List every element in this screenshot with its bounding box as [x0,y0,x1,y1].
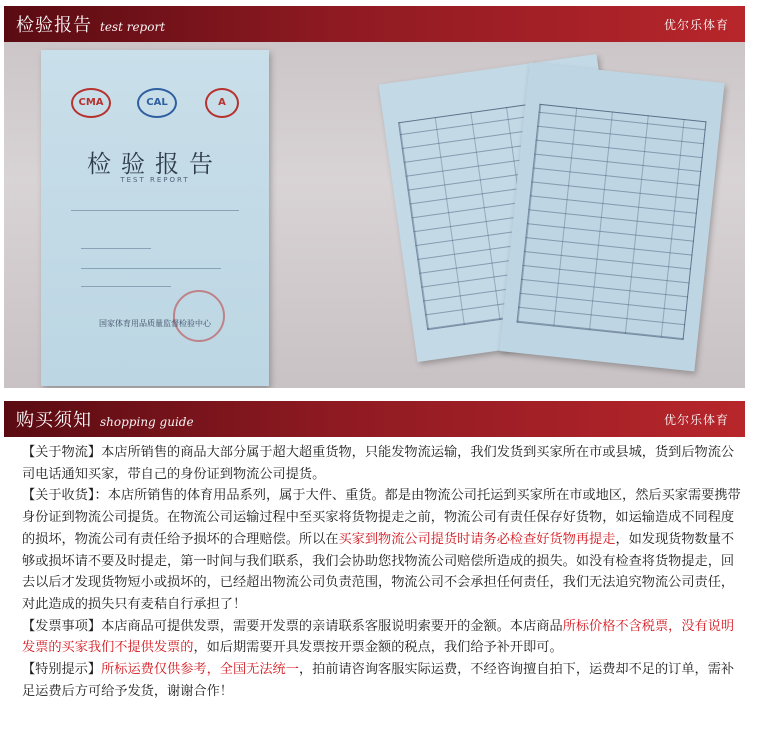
logistics-body: 本店所销售的商品大部分属于超大超重货物，只能发物流运输，我们发货到买家所在市或县城，货到后物流公司电话通知买家，带自己的身份证到物流公司提货。 [22,445,735,482]
section-subtitle: test report [100,20,166,34]
invoice-heading: 【发票事项】 [22,618,102,634]
invoice-body: 本店商品可提供发票，需要开发票的亲请联系客服说明索要开的金额。本店商品 [101,618,563,634]
special-body: ，拍前请咨询客服实际运费，不经咨询擅自拍下，运费却不足的订单，需补足运费后方可给予发货，谢谢合作！ [22,662,735,699]
brand-name: 优尔乐体育 [663,17,729,32]
receiving-body: ：本店所销售的体育用品系列，属于大件、重货。都是由物流公司托运到买家所在市或地区，然后买家需要携带身份证到物流公司提货。在物流公司运输过程中至买家将货物提走之前，物流公司有责任保存好货物，如运输造成不同程度的损坏，物流公司有责任给予损坏的合理赔偿。所以在 [22,488,741,547]
cover-rule [81,268,221,269]
shopping-guide-text [22,442,742,702]
receiving-warning: 买家到物流公司提货时请务必检查好货物再提走 [338,531,616,547]
report-cover-title: 检验报告 [87,150,223,178]
report-table [516,104,706,340]
invoice-paragraph [22,616,742,659]
logistics-heading: 【关于物流】 [22,445,102,460]
receiving-body-cont: ，如发现货物数量不够或损坏请不要及时提走，第一时间与我们联系，我们会协助您找物流公司赔偿所造成的损失。如没有检查将货物提走，回去以后才发现货物短小或损坏的，已经超出物流公司负责范围，物流公司不会承担任何责任，我们无法追究物流公司责任，对此造成的损失只有麦秸自行承担了！ [22,531,735,612]
logistics-paragraph [22,442,742,485]
receiving-paragraph [22,485,742,615]
section-title: 检验报告 [16,15,92,36]
testing-organization: 国家体育用品质量监督检验中心 [99,319,211,328]
test-report-banner [4,6,745,42]
test-report-photo [4,42,745,388]
cover-rule [81,248,151,249]
receiving-heading: 【关于收货】 [22,488,95,504]
section-title: 购买须知 [16,410,92,431]
brand-name: 优尔乐体育 [663,412,729,427]
special-heading: 【特别提示】 [22,662,102,678]
invoice-warning: 所标价格不含税票，没有说明发票的买家我们不提供发票的 [22,618,735,656]
cma-logo-icon: CMA [71,88,111,118]
cover-rule [81,286,171,287]
report-page [499,63,724,372]
cover-rule [71,210,239,211]
special-paragraph [22,659,742,702]
official-seal [173,290,225,342]
cal-logo-icon: CAL [137,88,177,118]
shopping-guide-banner [4,401,745,437]
section-subtitle: shopping guide [100,415,194,429]
a-logo-icon: A [205,88,239,118]
invoice-body-cont: ，如后期需要开具发票按开票金额的税点，我们给予补开即可。 [193,640,563,656]
special-warning: 所标运费仅供参考，全国无法统一 [101,662,299,678]
report-cover-subtitle: TEST REPORT [120,176,190,184]
report-cover [41,50,269,386]
